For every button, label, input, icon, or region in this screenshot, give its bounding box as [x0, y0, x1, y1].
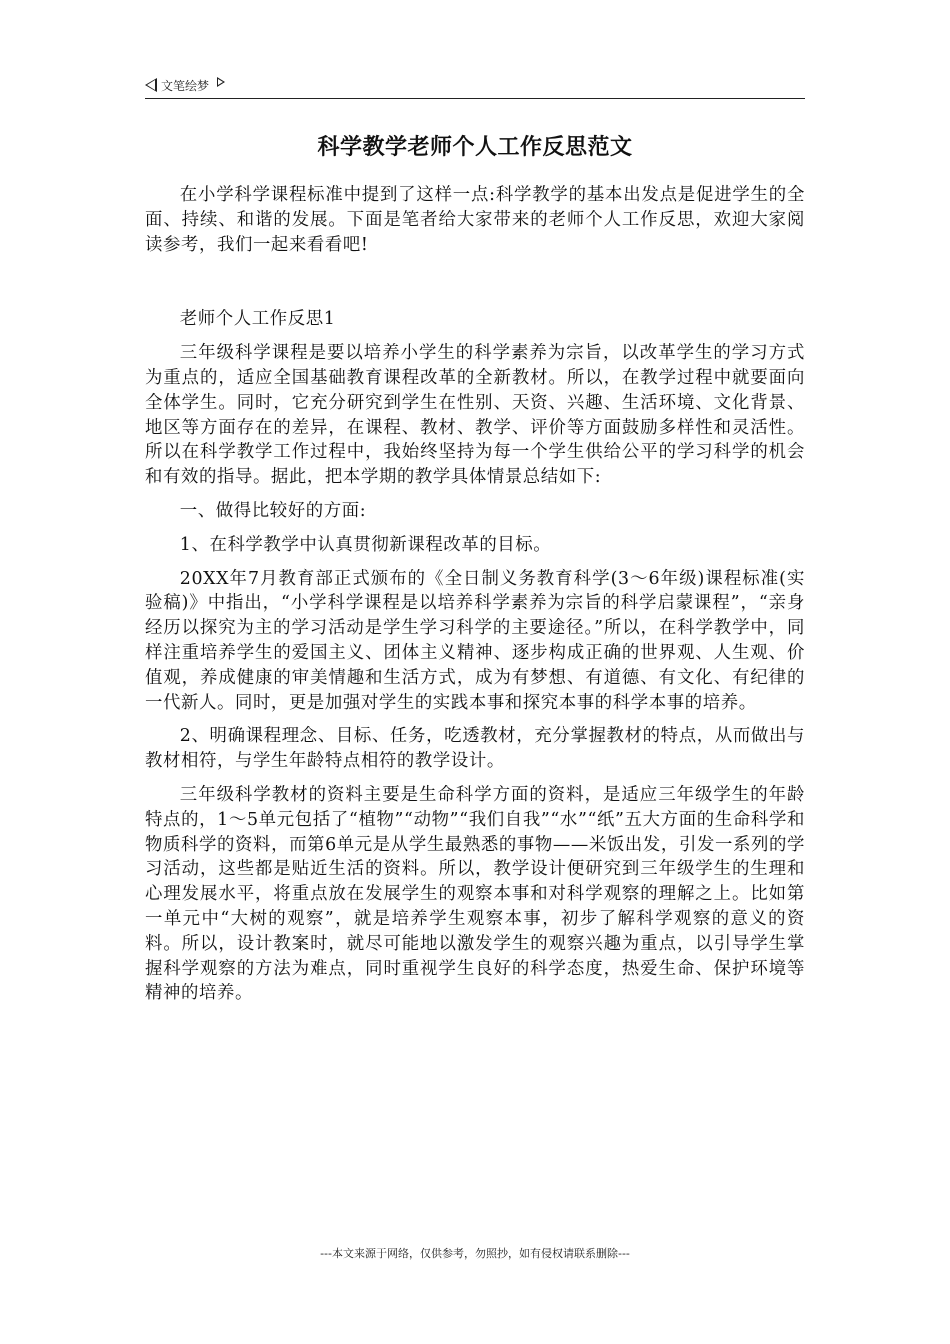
- section-heading: 老师个人工作反思1: [179, 309, 336, 330]
- page-header: [145, 72, 805, 98]
- footer-notice: ---本文来源于网络，仅供参考，勿照抄，如有侵权请联系删除---: [320, 1247, 630, 1260]
- triangle-right-icon: [217, 77, 225, 87]
- body-paragraph: 20XX年7月教育部正式颁布的《全日制义务教育科学(3～6年级)课程标准(实验稿)》中指出，“小学科学课程是以培养科学素养为宗旨的科学启蒙课程”，“亲身经历以探究为主的学习活动是学生学习科学的主要途径。”所以，在科学教学中，同样注重培养学生的爱国主义、团体主义精神、逐步构成正确的世界观、人生观、价值观，养成健康的审美情趣和生活方式，成为有梦想、有道德、有文化、有纪律的一代新人。同时，更是加强对学生的实践本事和探究本事的科学本事的培养。: [145, 568, 805, 713]
- body-paragraph: 2、明确课程理念、目标、任务，吃透教材，充分掌握教材的特点，从而做出与教材相符，与学生年龄特点相符的教学设计。: [145, 726, 805, 772]
- header-brand: 文笔绘梦: [161, 78, 210, 93]
- subheading: 1、在科学教学中认真贯彻新课程改革的目标。: [179, 534, 552, 555]
- document-body: [145, 183, 805, 1006]
- header-divider: [145, 98, 805, 99]
- document-title: 科学教学老师个人工作反思范文: [317, 135, 633, 160]
- body-paragraph: 三年级科学教材的资料主要是生命科学方面的资料，是适应三年级学生的年龄特点的，1～5单元包括了“植物”“动物”“我们自我”“水”“纸”五大方面的生命科学和物质科学的资料，而第6单元是从学生最熟悉的事物——米饭出发，引发一系列的学习活动，这些都是贴近生活的资料。所以，教学设计便研究到三年级学生的生理和心理发展水平，将重点放在发展学生的观察本事和对科学观察的理解之上。比如第一单元中“大树的观察”，就是培养学生观察本事，初步了解科学观察的意义的资料。所以，设计教案时，就尽可能地以激发学生的观察兴趣为重点，以引导学生掌握科学观察的方法为难点，同时重视学生良好的科学态度，热爱生命、保护环境等精神的培养。: [145, 784, 805, 1004]
- body-paragraph: 三年级科学课程是要以培养小学生的科学素养为宗旨，以改革学生的学习方式为重点的，适应全国基础教育课程改革的全新教材。所以，在教学过程中就要面向全体学生。同时，它充分研究到学生在性别、天资、兴趣、生活环境、文化背景、地区等方面存在的差异，在课程、教材、教学、评价等方面鼓励多样性和灵活性。所以在科学教学工作过程中，我始终坚持为每一个学生供给公平的学习科学的机会和有效的指导。据此，把本学期的教学具体情景总结如下:: [145, 343, 805, 488]
- triangle-left-icon: [145, 78, 157, 92]
- subheading: 一、做得比较好的方面:: [179, 500, 367, 521]
- intro-paragraph: 在小学科学课程标准中提到了这样一点:科学教学的基本出发点是促进学生的全面、持续、和谐的发展。下面是笔者给大家带来的老师个人工作反思，欢迎大家阅读参考，我们一起来看看吧!: [145, 185, 805, 255]
